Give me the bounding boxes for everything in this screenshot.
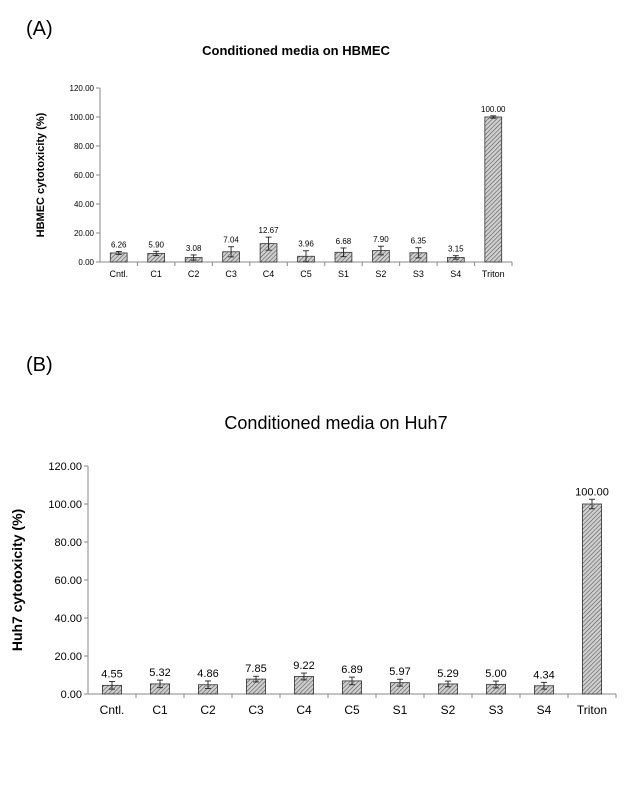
data-label: 3.15 bbox=[448, 244, 464, 254]
bar bbox=[582, 504, 601, 694]
data-label: 5.32 bbox=[149, 667, 171, 680]
x-tick-label: C1 bbox=[150, 269, 162, 279]
y-axis-label: Huh7 cytotoxicity (%) bbox=[9, 508, 25, 652]
y-tick-label: 80.00 bbox=[73, 141, 94, 151]
x-tick-label: S4 bbox=[450, 269, 462, 279]
data-label: 5.00 bbox=[485, 668, 507, 681]
x-tick-label: S2 bbox=[375, 269, 387, 279]
chart-title: Conditioned media on HBMEC bbox=[202, 43, 390, 58]
y-tick-label: 0.00 bbox=[78, 257, 94, 267]
data-label: 5.29 bbox=[437, 668, 459, 681]
data-label: 6.35 bbox=[410, 236, 427, 246]
y-tick-label: 40.00 bbox=[73, 199, 94, 209]
data-label: 4.86 bbox=[197, 667, 219, 680]
y-tick-label: 120.00 bbox=[48, 460, 82, 473]
y-tick-label: 100.00 bbox=[69, 112, 94, 122]
y-tick-label: 120.00 bbox=[69, 83, 94, 93]
x-tick-label: S2 bbox=[440, 703, 456, 717]
x-tick-label: S1 bbox=[337, 269, 349, 279]
x-tick-label: Cntl. bbox=[109, 269, 128, 279]
data-label: 7.90 bbox=[373, 235, 389, 245]
x-tick-label: C3 bbox=[248, 703, 264, 717]
data-label: 6.89 bbox=[341, 664, 363, 677]
y-tick-label: 60.00 bbox=[54, 574, 82, 587]
x-tick-label: S1 bbox=[392, 703, 408, 717]
x-tick-label: C1 bbox=[152, 703, 168, 717]
panel-label-b: (B) bbox=[26, 354, 53, 376]
data-label: 7.04 bbox=[223, 235, 239, 245]
data-label: 9.22 bbox=[293, 660, 315, 673]
data-label: 5.90 bbox=[148, 240, 164, 250]
y-tick-label: 100.00 bbox=[48, 498, 82, 511]
data-label: 4.34 bbox=[533, 669, 555, 682]
x-tick-label: C5 bbox=[300, 269, 312, 279]
panel-label-a: (A) bbox=[26, 18, 53, 40]
x-tick-label: C2 bbox=[187, 269, 200, 279]
x-tick-label: S3 bbox=[412, 269, 424, 279]
x-tick-label: S3 bbox=[488, 703, 504, 717]
data-label: 3.08 bbox=[185, 243, 202, 253]
x-tick-label: S4 bbox=[536, 703, 552, 717]
x-tick-label: Triton bbox=[481, 269, 505, 279]
y-tick-label: 60.00 bbox=[73, 170, 94, 180]
data-label: 4.55 bbox=[101, 668, 123, 681]
x-tick-label: C4 bbox=[296, 703, 312, 717]
y-tick-label: 0.00 bbox=[60, 688, 82, 701]
data-label: 3.96 bbox=[298, 239, 314, 249]
data-label: 100.00 bbox=[481, 104, 506, 114]
x-tick-label: C3 bbox=[225, 269, 237, 279]
data-label: 7.85 bbox=[245, 663, 267, 676]
data-label: 6.68 bbox=[335, 236, 352, 246]
x-tick-label: C5 bbox=[344, 703, 360, 717]
data-label: 6.26 bbox=[110, 240, 127, 250]
x-tick-label: Triton bbox=[576, 703, 608, 717]
y-tick-label: 40.00 bbox=[54, 612, 82, 625]
y-axis-label: HBMEC cytotoxicity (%) bbox=[35, 112, 47, 238]
data-label: 100.00 bbox=[575, 486, 609, 499]
x-tick-label: C2 bbox=[200, 703, 216, 717]
x-tick-label: C4 bbox=[262, 269, 275, 279]
y-tick-label: 20.00 bbox=[54, 650, 82, 663]
y-tick-label: 20.00 bbox=[73, 228, 94, 238]
chart-title: Conditioned media on Huh7 bbox=[224, 413, 448, 433]
y-tick-label: 80.00 bbox=[54, 536, 82, 549]
data-label: 12.67 bbox=[258, 226, 279, 236]
x-tick-label: Cntl. bbox=[99, 703, 125, 717]
data-label: 5.97 bbox=[389, 666, 411, 679]
